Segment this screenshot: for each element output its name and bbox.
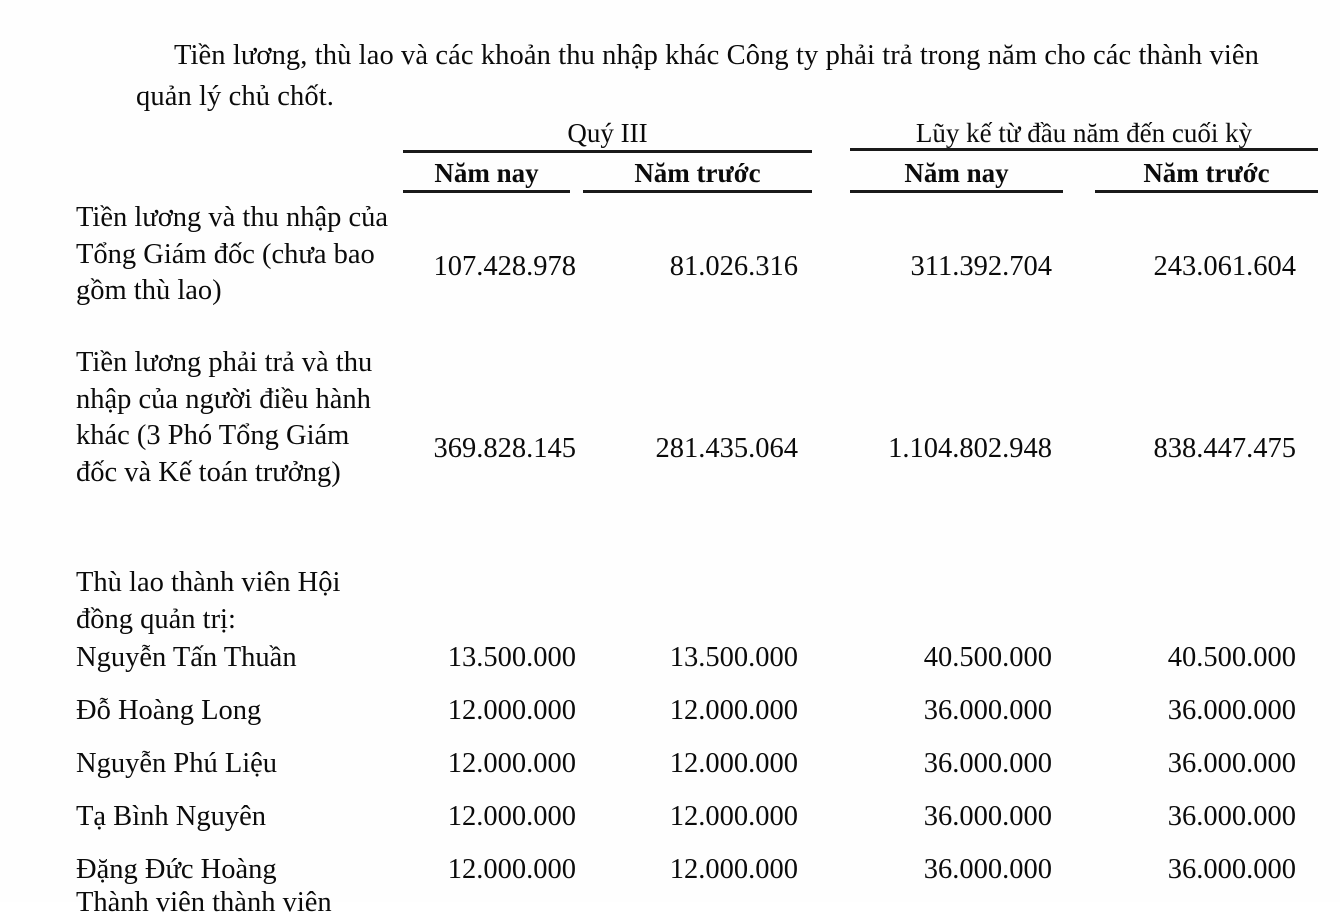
intro-paragraph: Tiền lương, thù lao và các khoản thu nhập khác Công ty phải trả trong năm cho các thành viên quản lý chủ chốt. [136,39,1259,112]
cell-quarter-current: 369.828.145 [433,433,576,464]
sub-header-cumulative-previous: Năm trước [1143,158,1270,188]
rule-sub-quarter-current [403,190,570,193]
cell-cumulative-current: 36.000.000 [923,748,1052,779]
cell-cumulative-previous: 243.061.604 [1153,251,1296,282]
rule-sub-cumulative-current [850,190,1063,193]
sub-header-quarter-current: Năm nay [434,158,539,188]
cell-quarter-current: 12.000.000 [447,695,576,726]
cell-quarter-current: 107.428.978 [433,251,576,282]
sub-header-quarter-previous: Năm trước [634,158,761,188]
cell-cumulative-current: 311.392.704 [910,251,1052,282]
row-label-member: Đặng Đức Hoàng [76,854,277,885]
rule-group-quarter [403,150,812,153]
cell-quarter-previous: 13.500.000 [669,642,798,673]
cell-cumulative-previous: 36.000.000 [1167,854,1296,885]
group-header-quarter: Quý III [567,118,648,148]
cell-quarter-current: 12.000.000 [447,854,576,885]
section-heading-label: Thù lao thành viên Hội đồng quản trị: [76,567,341,635]
cell-cumulative-current: 1.104.802.948 [888,433,1052,464]
cell-quarter-current: 13.500.000 [447,642,576,673]
cell-quarter-previous: 281.435.064 [655,433,798,464]
cell-quarter-current: 12.000.000 [447,801,576,832]
rule-group-cumulative [850,148,1318,151]
cell-cumulative-current: 36.000.000 [923,695,1052,726]
cell-cumulative-current: 36.000.000 [923,854,1052,885]
cell-cumulative-previous: 40.500.000 [1167,642,1296,673]
row-label-member: Nguyễn Tấn Thuần [76,642,297,673]
cell-cumulative-previous: 36.000.000 [1167,695,1296,726]
cell-quarter-current: 12.000.000 [447,748,576,779]
group-header-cumulative: Lũy kế từ đầu năm đến cuối kỳ [915,118,1253,148]
cell-quarter-previous: 12.000.000 [669,801,798,832]
table-header [0,110,1340,200]
compensation-table [0,110,1340,885]
row-label-ceo-salary: Tiền lương và thu nhập của Tổng Giám đốc (chưa bao gồm thù lao) [76,202,389,306]
rule-sub-quarter-previous [583,190,812,193]
cell-cumulative-current: 36.000.000 [923,801,1052,832]
cell-cumulative-previous: 36.000.000 [1167,801,1296,832]
cell-quarter-previous: 12.000.000 [669,748,798,779]
cell-cumulative-previous: 838.447.475 [1153,433,1296,464]
row-label-member: Tạ Bình Nguyên [76,801,266,832]
row-label-member: Nguyễn Phú Liệu [76,748,278,779]
clipped-next-line: Thành viên thành viên [76,887,332,918]
cell-cumulative-previous: 36.000.000 [1167,748,1296,779]
cell-quarter-previous: 81.026.316 [669,251,798,282]
rule-sub-cumulative-previous [1095,190,1318,193]
row-label-member: Đỗ Hoàng Long [76,695,262,726]
cell-cumulative-current: 40.500.000 [923,642,1052,673]
cell-quarter-previous: 12.000.000 [669,695,798,726]
sub-header-cumulative-current: Năm nay [904,158,1009,188]
cell-quarter-previous: 12.000.000 [669,854,798,885]
row-label-other-executives-salary: Tiền lương phải trả và thu nhập của người điều hành khác (3 Phó Tổng Giám đốc và Kế toán trưởng) [76,347,373,488]
